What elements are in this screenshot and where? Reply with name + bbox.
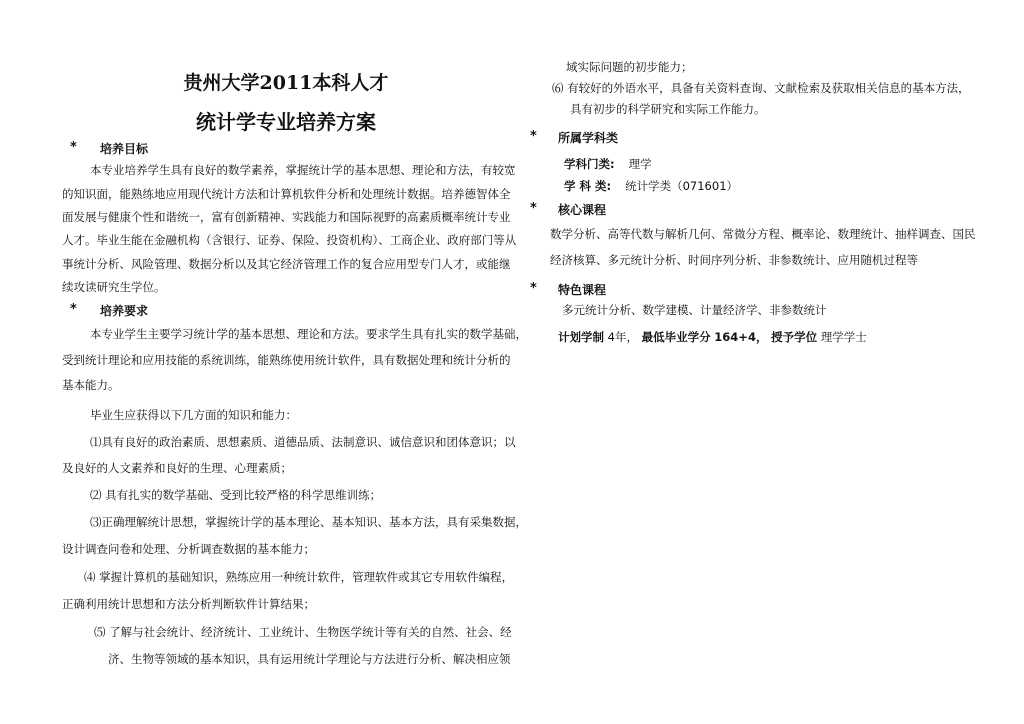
section-heading-training-requirements: 培养要求 — [100, 304, 149, 318]
paragraph-line: 续攻读研究生学位。 — [62, 280, 166, 294]
bullet-star-icon: * — [530, 129, 537, 144]
core-courses-line: 经济核算、多元统计分析、时间序列分析、非参数统计、应用随机过程等 — [550, 253, 918, 267]
paragraph-line: 本专业培养学生具有良好的数学素养，掌握统计学的基本思想、理论和方法，有较宽 — [90, 163, 516, 177]
paragraph-line: 的知识面，能熟练地应用现代统计方法和计算机软件分析和处理统计数据。培养德智体全 — [62, 187, 511, 201]
list-item-1: ⑴具有良好的政治素质、思想素质、道德品质、法制意识、诚信意识和团体意识；以 — [90, 435, 516, 449]
paragraph-line: 人才。毕业生能在金融机构（含银行、证券、保险、投资机构）、工商企业、政府部门等从 — [62, 233, 517, 247]
paragraph-line: 事统计分析、风险管理、数据分析以及其它经济管理工作的复合应用型专门人才，或能继 — [62, 257, 511, 271]
plan-label: 计划学制 — [558, 330, 604, 344]
degree-label: 授予学位 — [771, 330, 818, 344]
list-item-6: ⑹ 有较好的外语水平，具备有关资料查询、文献检索及获取相关信息的基本方法， — [552, 81, 970, 95]
list-item-6-cont: 具有初步的科学研究和实际工作能力。 — [570, 102, 766, 116]
document-title-line1: 贵州大学2011本科人才 — [183, 72, 389, 94]
core-courses-line: 数学分析、高等代数与解析几何、常微分方程、概率论、数理统计、抽样调查、国民 — [550, 227, 976, 241]
list-item-5: ⑸ 了解与社会统计、经济统计、工业统计、生物医学统计等有关的自然、社会、经 — [94, 625, 512, 639]
paragraph-line: 受到统计理论和应用技能的系统训练，能熟练使用统计软件，具有数据处理和统计分析的 — [62, 353, 511, 367]
discipline-category-value: 理学 — [628, 157, 652, 171]
degree-value: 理学学士 — [820, 330, 867, 344]
section-heading-featured-courses: 特色课程 — [558, 283, 607, 297]
list-item-4-cont: 正确利用统计思想和方法分析判断软件计算结果； — [62, 597, 315, 611]
left-column — [62, 0, 527, 724]
discipline-class-label: 学 科 类: — [564, 179, 612, 193]
right-column — [530, 0, 976, 724]
discipline-class-value: 统计学类（071601） — [625, 179, 739, 193]
discipline-category-label: 学科门类: — [564, 157, 615, 171]
list-item-4: ⑷ 掌握计算机的基础知识，熟练应用一种统计软件，管理软件或其它专用软件编程， — [84, 570, 514, 584]
discipline-category-row — [564, 156, 652, 172]
plan-summary-row — [558, 329, 867, 345]
paragraph-line: 毕业生应获得以下几方面的知识和能力： — [90, 408, 297, 422]
list-item-5-cont2: 域实际问题的初步能力； — [566, 60, 693, 74]
paragraph-line: 本专业学生主要学习统计学的基本思想、理论和方法。要求学生具有扎实的数学基础， — [90, 327, 527, 341]
list-item-1-cont: 及良好的人文素养和良好的生理、心理素质； — [62, 461, 292, 475]
credits-value: 164+4， — [714, 330, 768, 344]
bullet-star-icon: * — [530, 281, 537, 296]
list-item-3: ⑶正确理解统计思想，掌握统计学的基本理论、基本知识、基本方法，具有采集数据， — [90, 515, 527, 529]
featured-courses-line: 多元统计分析、数学建模、计量经济学、非参数统计 — [562, 303, 827, 317]
paragraph-line: 面发展与健康个性和谐统一，富有创新精神、实践能力和国际视野的高素质概率统计专业 — [62, 210, 511, 224]
section-heading-training-goal: 培养目标 — [100, 142, 149, 156]
document-title-line2: 统计学专业培养方案 — [196, 110, 376, 134]
list-item-2: ⑵ 具有扎实的数学基础、受到比较严格的科学思维训练； — [90, 488, 382, 502]
bullet-star-icon: * — [70, 302, 77, 317]
paragraph-line: 基本能力。 — [62, 378, 120, 392]
list-item-3-cont: 设计调查问卷和处理、分析调查数据的基本能力； — [62, 542, 315, 556]
discipline-class-row — [564, 178, 738, 194]
plan-years: 4年， — [607, 330, 638, 344]
section-heading-core-courses: 核心课程 — [558, 203, 607, 217]
section-heading-discipline: 所属学科类 — [558, 131, 619, 145]
bullet-star-icon: * — [70, 140, 77, 155]
bullet-star-icon: * — [530, 201, 537, 216]
list-item-5-cont: 济、生物等领域的基本知识，具有运用统计学理论与方法进行分析、解决相应领 — [108, 652, 511, 666]
credits-label: 最低毕业学分 — [641, 330, 711, 344]
